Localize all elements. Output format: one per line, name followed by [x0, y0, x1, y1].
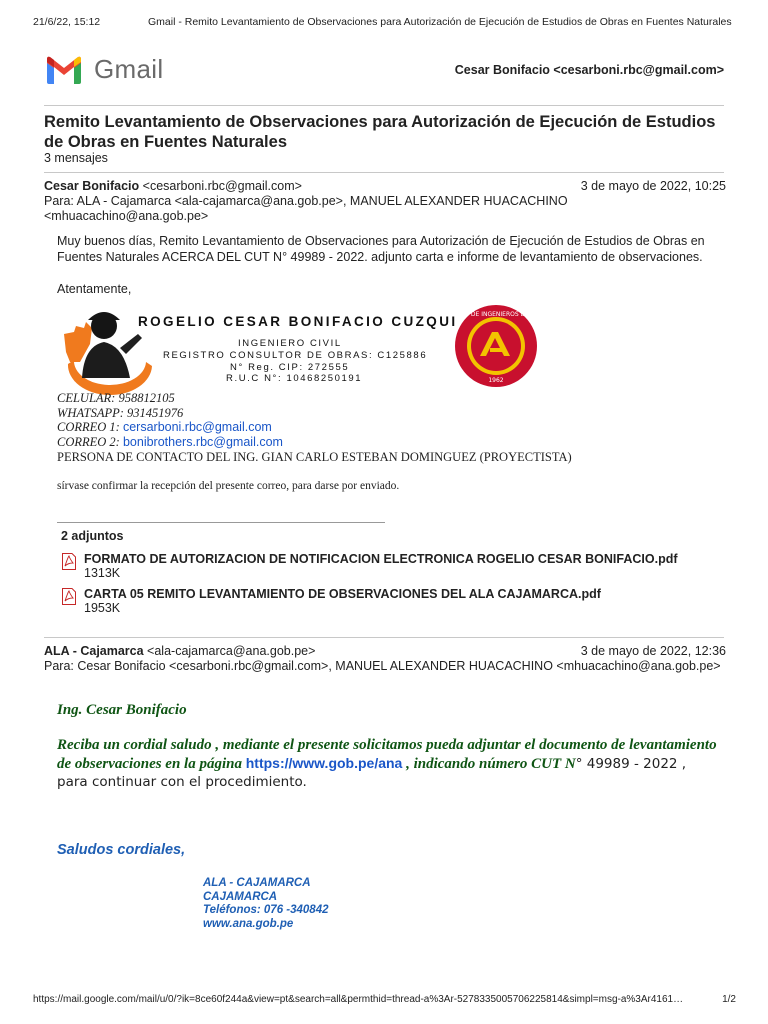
- correo-2-link[interactable]: bonibrothers.rbc@gmail.com: [122, 434, 283, 449]
- page-number: 1/2: [722, 994, 736, 1005]
- message-date: 3 de mayo de 2022, 10:25: [580, 179, 726, 193]
- signature-registry: REGISTRO CONSULTOR DE OBRAS: C125886: [163, 350, 428, 361]
- sig-city: CAJAMARCA: [203, 890, 278, 903]
- ana-link[interactable]: https://www.gob.pe/ana: [245, 755, 403, 771]
- correo-1-link[interactable]: cersarboni.rbc@gmail.com: [122, 420, 272, 434]
- pdf-icon: [62, 588, 76, 605]
- sender-email: <cesarboni.rbc@gmail.com>: [139, 179, 302, 193]
- sender-name: Cesar Bonifacio: [44, 179, 140, 193]
- sig-phone: Teléfonos: 076 -340842: [203, 904, 329, 916]
- signature-ruc: R.U.C N°: 10468250191: [226, 373, 363, 384]
- confirm-note: sírvase confirmar la recepción del presente correo, para darse por enviado.: [57, 480, 400, 492]
- signature-title: INGENIERO CIVIL: [238, 338, 342, 349]
- attachments-divider: [57, 522, 385, 523]
- attachment-item[interactable]: [62, 587, 601, 615]
- divider: [44, 637, 724, 638]
- contact-person: PERSONA DE CONTACTO DEL ING. GIAN CARLO ESTEBAN DOMINGUEZ (PROYECTISTA): [57, 450, 572, 464]
- signature-cip: N° Reg. CIP: 272555: [230, 362, 350, 373]
- pdf-icon: [62, 553, 76, 570]
- attachment-item[interactable]: [62, 552, 678, 580]
- closing: Saludos cordiales,: [57, 842, 186, 858]
- account-label: Cesar Bonifacio <cesarboni.rbc@gmail.com>: [454, 63, 724, 77]
- correo-2: CORREO 2: bonibrothers.rbc@gmail.com: [57, 434, 283, 449]
- print-footer: [33, 994, 736, 1005]
- signature-name: ROGELIO CESAR BONIFACIO CUZQUI: [138, 314, 458, 329]
- whatsapp: WHATSAPP: 931451976: [57, 405, 184, 420]
- gmail-m-icon: [44, 55, 84, 85]
- print-title: Gmail - Remito Levantamiento de Observaciones para Autorización de Ejecución de Estudios de Obras en Fuentes Naturales: [148, 16, 732, 28]
- divider: [44, 105, 724, 106]
- sig-web[interactable]: www.ana.gob.pe: [203, 917, 294, 930]
- message-count: 3 mensajes: [44, 151, 108, 165]
- celular: CELULAR: 958812105: [57, 391, 175, 405]
- attachment-name[interactable]: FORMATO DE AUTORIZACION DE NOTIFICACION ELECTRONICA ROGELIO CESAR BONIFACIO.pdf: [84, 552, 678, 566]
- gmail-wordmark: Gmail: [94, 54, 164, 84]
- message-body: Reciba un cordial saludo , mediante el presente solicitamos pueda adjuntar el documento de levantamiento de observaciones en la página https://www.gob.pe/ana , indicando número CUT N° 49989 - 2022 , para continuar con el procedimiento.: [57, 737, 717, 790]
- gmail-logo: [44, 54, 163, 85]
- recipients: Para: ALA - Cajamarca <ala-cajamarca@ana.gob.pe>, MANUEL ALEXANDER HUACACHINO <mhuacachino@ana.gob.pe>: [44, 194, 568, 223]
- message-date: 3 de mayo de 2022, 12:36: [580, 644, 726, 658]
- sig-org: ALA - CAJAMARCA: [203, 877, 311, 889]
- ala-signature: [203, 877, 329, 931]
- sender-email: <ala-cajamarca@ana.gob.pe>: [143, 644, 316, 658]
- seal-year: 1962: [488, 377, 504, 384]
- thread-title: Remito Levantamiento de Observaciones para Autorización de Ejecución de Estudios de Obras en Fuentes Naturales: [44, 113, 716, 151]
- attachment-name[interactable]: CARTA 05 REMITO LEVANTAMIENTO DE OBSERVACIONES DEL ALA CAJAMARCA.pdf: [84, 587, 601, 601]
- body-text: Muy buenos días, Remito Levantamiento de Observaciones para Autorización de Ejecución de Estudios de Obras en Fuentes Naturales ACERCA DEL CUT N° 49989 - 2022. adjunto carta e informe de levantamiento de observaciones.: [57, 234, 705, 264]
- greeting: Ing. Cesar Bonifacio: [57, 702, 187, 718]
- message-body: [57, 234, 725, 298]
- divider: [44, 172, 724, 173]
- message-header: [44, 179, 726, 224]
- message-header: [44, 644, 726, 674]
- footer-url: https://mail.google.com/mail/u/0/?ik=8ce60f244a&view=pt&search=all&permthid=thread-a%3Ar-5278335005706225814&simpl=msg-a%3Ar4161…: [33, 994, 684, 1005]
- attachment-size: 1953K: [84, 601, 121, 615]
- attachments-title: 2 adjuntos: [61, 529, 124, 543]
- engineers-seal-icon: [441, 304, 551, 388]
- print-datetime: 21/6/22, 15:12: [33, 16, 101, 28]
- contact-block: [57, 391, 283, 449]
- correo-1: CORREO 1: cersarboni.rbc@gmail.com: [57, 420, 272, 434]
- attachment-size: 1313K: [84, 566, 121, 580]
- recipients: Para: Cesar Bonifacio <cesarboni.rbc@gmail.com>, MANUEL ALEXANDER HUACACHINO <mhuacachino@ana.gob.pe>: [44, 659, 721, 673]
- sender-name: ALA - Cajamarca: [44, 644, 144, 658]
- seal-text: COLEGIO DE INGENIEROS DEL PERU: [441, 311, 551, 318]
- closing: Atentamente,: [57, 282, 132, 296]
